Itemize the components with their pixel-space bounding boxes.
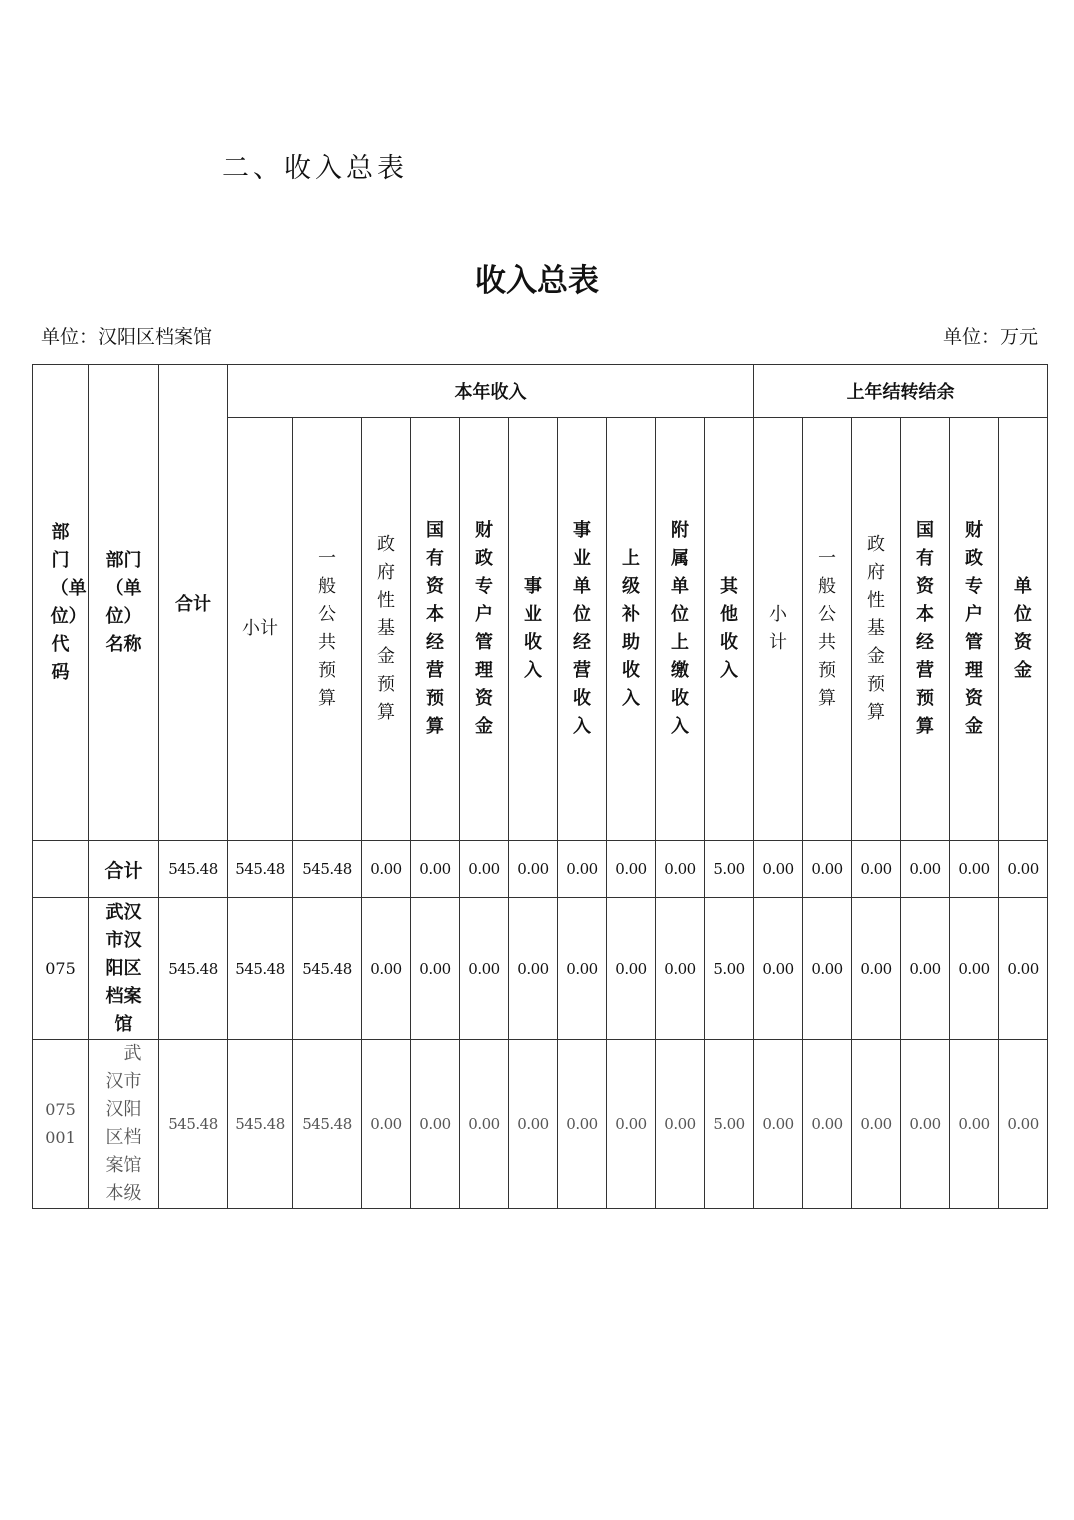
cell-value: 0.00 [901, 898, 950, 1040]
cell-value: 545.48 [159, 898, 228, 1040]
unit-organization: 单位：汉阳区档案馆 [41, 326, 213, 348]
cell-value: 0.00 [852, 1040, 901, 1209]
cell-value: 545.48 [228, 1040, 293, 1209]
cell-value: 0.00 [999, 898, 1048, 1040]
header-prior-general-budget: 一般公共预算 [803, 418, 852, 841]
header-total: 合计 [159, 365, 228, 841]
cell-value: 545.48 [159, 1040, 228, 1209]
cell-value: 0.00 [803, 841, 852, 898]
cell-name: 武汉市汉阳区档案馆本级 [89, 1040, 159, 1209]
cell-name: 武汉市汉阳区档案馆 [89, 898, 159, 1040]
cell-value: 545.48 [293, 841, 362, 898]
cell-value: 0.00 [558, 841, 607, 898]
header-group-current-year: 本年收入 [228, 365, 754, 418]
cell-value: 0.00 [411, 1040, 460, 1209]
header-group-prior-year: 上年结转结余 [754, 365, 1048, 418]
cell-value: 0.00 [362, 1040, 411, 1209]
cell-name: 合计 [89, 841, 159, 898]
header-current-fiscal-account-funds: 财政专户管理资金 [460, 418, 509, 841]
header-prior-state-capital-budget: 国有资本经营预算 [901, 418, 950, 841]
cell-value: 0.00 [656, 1040, 705, 1209]
cell-value: 0.00 [656, 898, 705, 1040]
header-current-state-capital-budget: 国有资本经营预算 [411, 418, 460, 841]
cell-value: 5.00 [705, 1040, 754, 1209]
header-current-subtotal: 小计 [228, 418, 293, 841]
cell-value: 0.00 [607, 841, 656, 898]
cell-value: 0.00 [754, 841, 803, 898]
cell-value: 0.00 [754, 1040, 803, 1209]
header-prior-gov-fund-budget: 政府性基金预算 [852, 418, 901, 841]
cell-value: 0.00 [509, 841, 558, 898]
cell-value: 0.00 [999, 841, 1048, 898]
cell-value: 0.00 [460, 841, 509, 898]
header-current-business-income: 事业收入 [509, 418, 558, 841]
cell-value: 5.00 [705, 898, 754, 1040]
cell-value: 0.00 [362, 841, 411, 898]
cell-value: 545.48 [293, 898, 362, 1040]
header-current-unit-operating-income: 事业单位经营收入 [558, 418, 607, 841]
header-prior-unit-funds: 单位资金 [999, 418, 1048, 841]
cell-value: 0.00 [999, 1040, 1048, 1209]
cell-value: 545.48 [293, 1040, 362, 1209]
cell-value: 0.00 [803, 1040, 852, 1209]
cell-value: 0.00 [901, 1040, 950, 1209]
header-dept-name: 部门（单位）名称 [89, 365, 159, 841]
header-current-other-income: 其他收入 [705, 418, 754, 841]
cell-value: 0.00 [803, 898, 852, 1040]
unit-currency: 单位：万元 [942, 326, 1038, 348]
cell-value: 0.00 [950, 898, 999, 1040]
header-dept-code: 部门（单位）代码 [33, 365, 89, 841]
cell-value: 545.48 [228, 898, 293, 1040]
cell-code: 075 [33, 898, 89, 1040]
header-current-gov-fund-budget: 政府性基金预算 [362, 418, 411, 841]
cell-value: 0.00 [852, 841, 901, 898]
header-prior-subtotal: 小计 [754, 418, 803, 841]
cell-value: 0.00 [460, 898, 509, 1040]
cell-value: 0.00 [607, 1040, 656, 1209]
cell-value: 0.00 [411, 841, 460, 898]
table-row-total [33, 841, 1048, 898]
header-current-affiliate-remittance: 附属单位上缴收入 [656, 418, 705, 841]
cell-value: 0.00 [656, 841, 705, 898]
cell-value: 0.00 [558, 1040, 607, 1209]
cell-value: 0.00 [558, 898, 607, 1040]
cell-value: 0.00 [754, 898, 803, 1040]
cell-code: 075001 [33, 1040, 89, 1209]
page-title: 收入总表 [475, 263, 599, 299]
cell-value: 0.00 [362, 898, 411, 1040]
cell-value: 545.48 [159, 841, 228, 898]
cell-value: 0.00 [852, 898, 901, 1040]
section-heading: 二、收入总表 [222, 153, 408, 184]
cell-value: 5.00 [705, 841, 754, 898]
cell-value: 0.00 [607, 898, 656, 1040]
cell-value: 0.00 [509, 1040, 558, 1209]
cell-value: 0.00 [509, 898, 558, 1040]
cell-value: 0.00 [460, 1040, 509, 1209]
income-summary-table [32, 364, 1048, 1209]
cell-value: 0.00 [411, 898, 460, 1040]
cell-value: 0.00 [950, 841, 999, 898]
cell-value: 545.48 [228, 841, 293, 898]
header-prior-fiscal-account-funds: 财政专户管理资金 [950, 418, 999, 841]
cell-value: 0.00 [950, 1040, 999, 1209]
header-current-superior-subsidy: 上级补助收入 [607, 418, 656, 841]
header-current-general-budget: 一般公共预算 [293, 418, 362, 841]
table-row-subunit [33, 1040, 1048, 1209]
table-row-department [33, 898, 1048, 1040]
cell-value: 0.00 [901, 841, 950, 898]
cell-code [33, 841, 89, 898]
